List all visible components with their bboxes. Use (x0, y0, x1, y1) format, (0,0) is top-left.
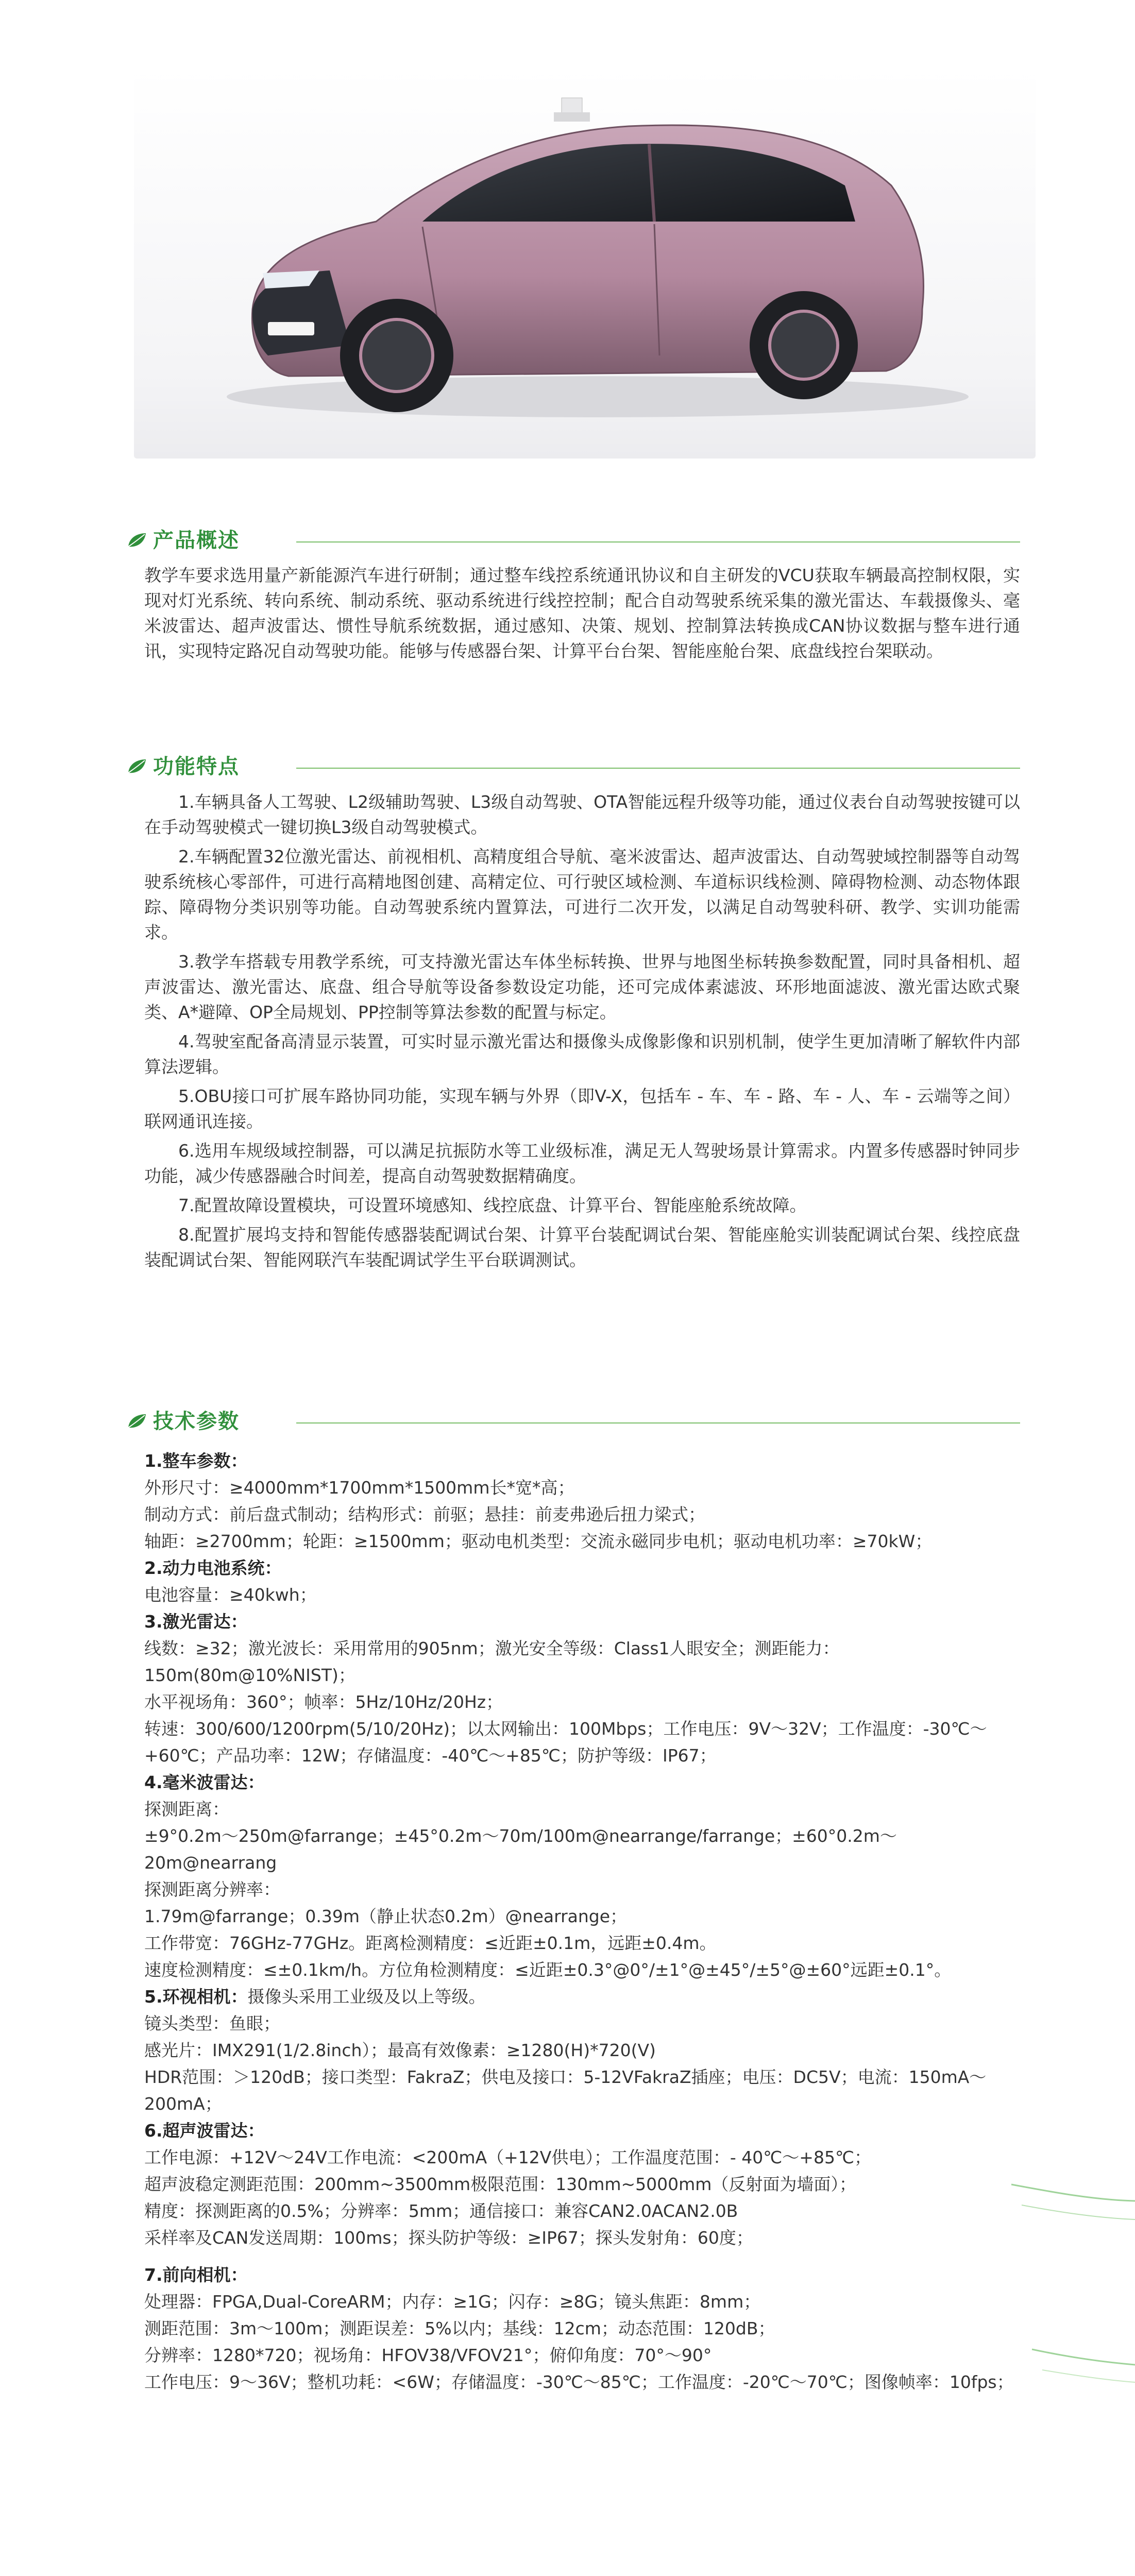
leaf-icon (126, 757, 148, 776)
overview-title: 产品概述 (153, 529, 240, 552)
specs-title: 技术参数 (153, 1410, 240, 1433)
feature-item: 2.车辆配置32位激光雷达、前视相机、高精度组合导航、毫米波雷达、超声波雷达、自动驾驶域控制器等自动驾驶系统核心零部件，可进行高精地图创建、高精定位、可行驶区域检测、车道标识线检测、障碍物检测、动态物体跟踪、障碍物分类识别等功能。自动驾驶系统内置算法，可进行二次开发，以满足自动驾驶科研、教学、实训功能需求。 (144, 846, 1020, 942)
vehicle-illustration (134, 67, 1036, 459)
spec-group-title: 6.超声波雷达： (144, 2121, 265, 2141)
spec-line: 超声波稳定测距范围：200mm~3500mm极限范围：130mm~5000mm（反射面为墙面）； (144, 2174, 856, 2194)
spec-line: 工作带宽：76GHz-77GHz。距离检测精度：≤近距±0.1m，远距±0.4m。 (144, 1933, 717, 1953)
spec-group-title: 5.环视相机：摄像头采用工业级及以上等级。 (144, 1987, 486, 2007)
spec-line: 制动方式：前后盘式制动；结构形式：前驱；悬挂：前麦弗逊后扭力梁式； (144, 1504, 705, 1524)
vehicle-image (134, 67, 1036, 459)
spec-line: ±9°0.2m～250m@farrange；±45°0.2m～70m/100m@nearrange/farrange；±60°0.2m～20m@nearrang (144, 1826, 897, 1873)
spec-line: 外形尺寸：≥4000mm*1700mm*1500mm长*宽*高； (144, 1478, 575, 1498)
features-section-header (126, 754, 1020, 779)
spec-line: 镜头类型：鱼眼； (144, 2013, 280, 2033)
leaf-icon (126, 1412, 148, 1431)
specs-section-header (126, 1409, 1020, 1434)
spec-line: 1.79m@farrange；0.39m（静止状态0.2m）@nearrange； (144, 1906, 628, 1926)
spec-group-title: 7.前向相机： (144, 2265, 248, 2285)
divider (296, 768, 1020, 769)
overview-body: 教学车要求选用量产新能源汽车进行研制；通过整车线控系统通讯协议和自主研发的VCU获取车辆最高控制权限，实现对灯光系统、转向系统、制动系统、驱动系统进行线控控制；配合自动驾驶系统采集的激光雷达、车载摄像头、毫米波雷达、超声波雷达、惯性导航系统数据，通过感知、决策、规划、控制算法转换成CAN协议数据与整车进行通讯，实现特定路况自动驾驶功能。能够与传感器台架、计算平台台架、智能座舱台架、底盘线控台架联动。 (144, 565, 1020, 661)
leaf-icon (126, 531, 148, 550)
spec-group-note: 摄像头采用工业级及以上等级。 (247, 1987, 486, 2007)
spec-line: HDR范围：＞120dB；接口类型：FakraZ；供电及接口：5-12VFakraZ插座；电压：DC5V；电流：150mA～200mA； (144, 2067, 987, 2114)
spec-line: 探测距离： (144, 1799, 229, 1819)
spec-line: 工作电压：9～36V；整机功耗：<6W；存储温度：-30℃～85℃；工作温度：-20℃～70℃；图像帧率：10fps； (144, 2372, 1014, 2392)
spec-line: 速度检测精度：≤±0.1km/h。方位角检测精度：≤近距±0.3°@0°/±1°@±45°/±5°@±60°远距±0.1°。 (144, 1960, 952, 1980)
feature-item: 3.教学车搭载专用教学系统，可支持激光雷达车体坐标转换、世界与地图坐标转换参数配置，同时具备相机、超声波雷达、激光雷达、底盘、组合导航等设备参数设定功能，还可完成体素滤波、环形地面滤波、激光雷达欧式聚类、A*避障、OP全局规划、PP控制等算法参数的配置与标定。 (144, 952, 1020, 1022)
spec-line: 线数：≥32；激光波长：采用常用的905nm；激光安全等级：Class1人眼安全；测距能力：150m(80m@10%NIST)； (144, 1638, 840, 1685)
spec-group-title: 4.毫米波雷达： (144, 1772, 265, 1792)
feature-item: 5.OBU接口可扩展车路协同功能，实现车辆与外界（即V-X，包括车 - 车、车 - 路、车 - 人、车 - 云端等之间）联网通讯连接。 (144, 1086, 1020, 1131)
features-list (144, 789, 1020, 1273)
spec-line: 测距范围：3m～100m；测距误差：5%以内；基线：12cm；动态范围：120dB； (144, 2318, 775, 2338)
spec-line: 转速：300/600/1200rpm(5/10/20Hz)；以太网输出：100Mbps；工作电压：9V～32V；工作温度：-30℃～+60℃；产品功率：12W；存储温度：-40℃～+85℃；防护等级：IP67； (144, 1719, 987, 1766)
feature-item: 1.车辆具备人工驾驶、L2级辅助驾驶、L3级自动驾驶、OTA智能远程升级等功能，通过仪表台自动驾驶按键可以在手动驾驶模式一键切换L3级自动驾驶模式。 (144, 792, 1020, 837)
spec-line: 感光片：IMX291(1/2.8inch）；最高有效像素：≥1280(H)*720(V) (144, 2040, 656, 2060)
spec-line: 采样率及CAN发送周期：100ms；探头防护等级：≥IP67；探头发射角：60度； (144, 2228, 753, 2248)
spec-line: 电池容量：≥40kwh； (144, 1585, 317, 1605)
spec-line: 水平视场角：360°；帧率：5Hz/10Hz/20Hz； (144, 1692, 503, 1712)
decorative-lines (1001, 2164, 1135, 2421)
spec-group-title: 3.激光雷达： (144, 1612, 248, 1632)
spec-line: 处理器：FPGA,Dual-CoreARM；内存：≥1G；闪存：≥8G；镜头焦距：8mm； (144, 2292, 761, 2312)
spec-line: 轴距：≥2700mm；轮距：≥1500mm；驱动电机类型：交流永磁同步电机；驱动电机功率：≥70kW； (144, 1531, 933, 1551)
divider (296, 541, 1020, 543)
feature-item: 4.驾驶室配备高清显示装置，可实时显示激光雷达和摄像头成像影像和识别机制，使学生更加清晰了解软件内部算法逻辑。 (144, 1031, 1020, 1077)
overview-section-header (126, 528, 1020, 553)
spec-line: 精度：探测距离的0.5%；分辨率：5mm；通信接口：兼容CAN2.0ACAN2.0B (144, 2201, 738, 2221)
spec-group-title: 1.整车参数： (144, 1451, 248, 1471)
spec-line: 工作电源：+12V～24V工作电流：<200mA（+12V供电）；工作温度范围：- 40℃～+85℃； (144, 2147, 872, 2167)
spec-line: 分辨率：1280*720；视场角：HFOV38/VFOV21°；俯仰角度：70°～90° (144, 2345, 712, 2365)
spec-group-title: 2.动力电池系统： (144, 1558, 282, 1578)
specs-body (144, 1448, 1020, 2396)
feature-item: 8.配置扩展坞支持和智能传感器装配调试台架、计算平台装配调试台架、智能座舱实训装配调试台架、线控底盘装配调试台架、智能网联汽车装配调试学生平台联调测试。 (144, 1225, 1020, 1270)
features-title: 功能特点 (153, 755, 240, 778)
feature-item: 7.配置故障设置模块，可设置环境感知、线控底盘、计算平台、智能座舱系统故障。 (178, 1195, 807, 1215)
divider (296, 1422, 1020, 1423)
spec-line: 探测距离分辨率： (144, 1879, 280, 1900)
feature-item: 6.选用车规级域控制器，可以满足抗振防水等工业级标准，满足无人驾驶场景计算需求。内置多传感器时钟同步功能，减少传感器融合时间差，提高自动驾驶数据精确度。 (144, 1141, 1020, 1186)
